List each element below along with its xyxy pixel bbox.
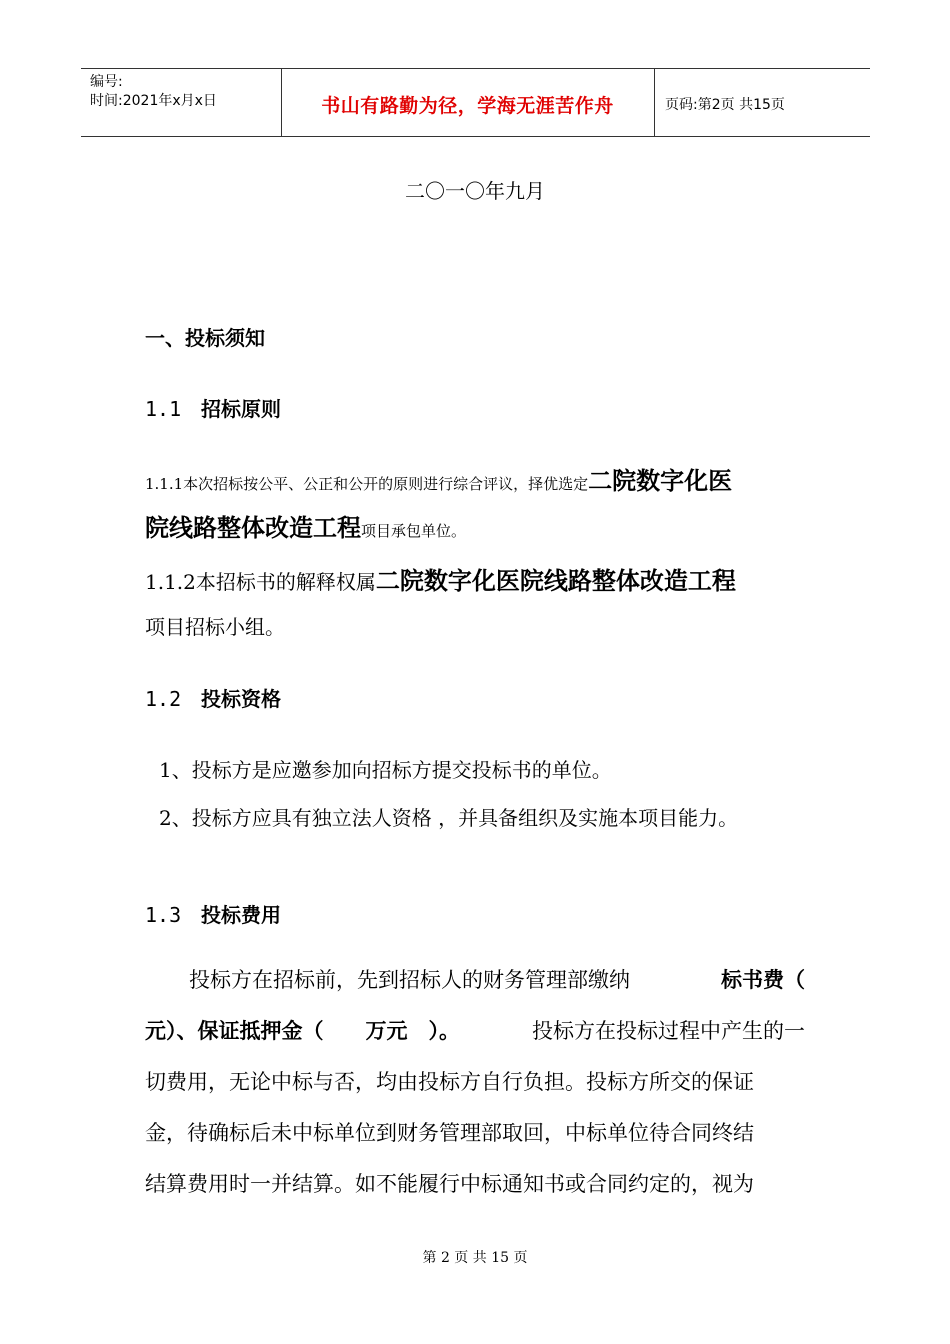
section-heading: 一、投标须知 [145, 326, 265, 350]
fee-line: 结算费用时一并结算。如不能履行中标通知书或合同约定的，视为 [145, 1172, 754, 1196]
subsection-heading-1-2 [145, 683, 281, 712]
header-divider [654, 69, 655, 136]
project-name: 二院数字化医 [588, 467, 733, 495]
paragraph-text: 项目承包单位。 [361, 522, 467, 540]
subsection-title: 招标原则 [201, 397, 281, 421]
subsection-number: 1.2 [145, 687, 182, 711]
fee-text: 投标方在投标过程中产生的一 [532, 1019, 805, 1043]
paragraph-1-1-2 [145, 561, 736, 596]
fee-text: 投标方在招标前，先到招标人的财务管理部缴纳 [189, 968, 630, 992]
paragraph-1-1-1 [145, 461, 732, 496]
paragraph-1-1-1-cont [145, 508, 466, 543]
qualification-item-2: 2、投标方应具有独立法人资格 ，并具备组织及实施本项目能力。 [159, 806, 739, 830]
header-motto: 书山有路勤为径，学海无涯苦作舟 [321, 95, 614, 117]
date-title: 二〇一〇年九月 [405, 179, 545, 203]
fee-bold: 元）、保证抵押金（ 万元 ）。 [145, 1019, 460, 1043]
subsection-heading-1-3 [145, 899, 281, 928]
subsection-number: 1.3 [145, 903, 182, 927]
page-footer: 第 2 页 共 15 页 [422, 1250, 528, 1266]
paragraph-text: 1.1.2本招标书的解释权属 [145, 570, 376, 594]
paragraph-1-1-2-cont: 项目招标小组。 [145, 615, 285, 639]
header-page-info: 页码:第2页 共15页 [665, 97, 785, 113]
project-name: 院线路整体改造工程 [145, 514, 361, 542]
fee-paragraph [145, 955, 805, 1210]
subsection-title: 投标资格 [201, 687, 281, 711]
fee-line [145, 1006, 805, 1057]
fee-line: 切费用，无论中标与否，均由投标方自行负担。投标方所交的保证 [145, 1070, 754, 1094]
header-number: 编号: [90, 74, 123, 90]
subsection-number: 1.1 [145, 397, 182, 421]
paragraph-text: 1.1.1本次招标按公平、公正和公开的原则进行综合评议，择优选定 [145, 475, 589, 493]
project-name: 二院数字化医院线路整体改造工程 [375, 567, 736, 595]
fee-bold: 标书费（ [721, 968, 805, 992]
fee-line: 金，待确标后未中标单位到财务管理部取回，中标单位待合同终结 [145, 1121, 754, 1145]
header-meta [90, 73, 217, 111]
fee-line [145, 955, 805, 1006]
qualification-item-1: 1、投标方是应邀参加向招标方提交投标书的单位。 [159, 758, 612, 782]
header-time: 时间:2021年x月x日 [90, 93, 217, 109]
subsection-title: 投标费用 [201, 903, 281, 927]
document-header [81, 68, 870, 137]
subsection-heading-1-1 [145, 393, 281, 422]
